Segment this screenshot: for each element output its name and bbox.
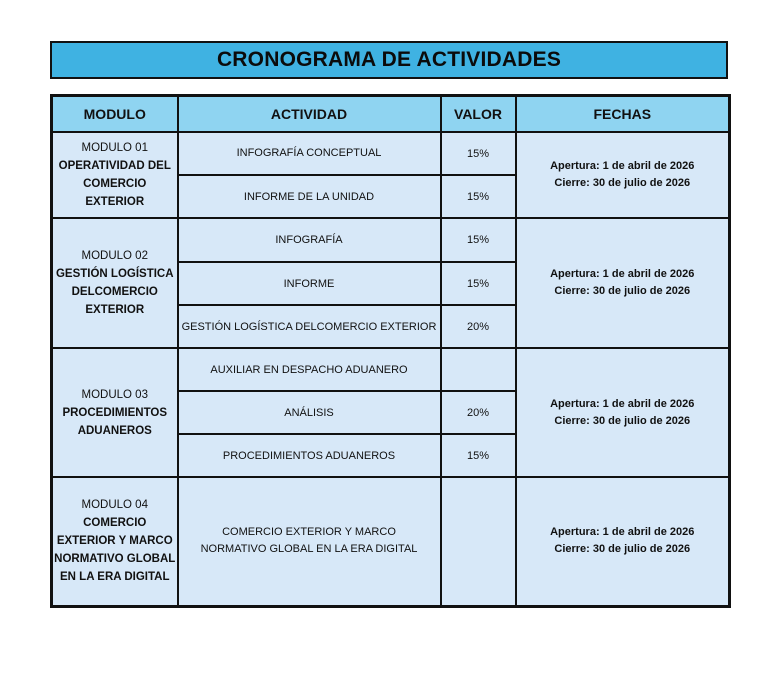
module-cell (52, 132, 178, 218)
activity-cell: INFORME DE LA UNIDAD (178, 175, 441, 218)
activity-cell: INFOGRAFÍA CONCEPTUAL (178, 132, 441, 175)
opening-date: Apertura: 1 de abril de 2026 (550, 526, 695, 539)
opening-date: Apertura: 1 de abril de 2026 (550, 268, 695, 280)
value-cell: 15% (441, 218, 516, 262)
table-row (52, 218, 730, 262)
activity-cell: ANÁLISIS (178, 391, 441, 434)
header-value: VALOR (441, 96, 516, 133)
value-cell: 15% (441, 262, 516, 305)
value-cell: 15% (441, 132, 516, 175)
module-name: PROCEDIMIENTOS ADUANEROS (62, 406, 168, 437)
value-cell: 20% (441, 391, 516, 434)
table-row (52, 477, 730, 606)
dates-cell (516, 132, 730, 218)
module-name: GESTIÓN LOGÍSTICA DELCOMERCIO EXTERIOR (55, 268, 174, 316)
header-module: MODULO (52, 96, 178, 133)
table-row (52, 132, 730, 175)
value-cell: 20% (441, 305, 516, 348)
activity-cell: PROCEDIMIENTOS ADUANEROS (178, 434, 441, 477)
module-cell (52, 477, 178, 606)
activity-cell: GESTIÓN LOGÍSTICA DELCOMERCIO EXTERIOR (178, 305, 441, 348)
dates-cell (516, 477, 730, 606)
module-code: MODULO 01 (81, 142, 148, 154)
schedule-table (50, 94, 731, 608)
activity-cell: AUXILIAR EN DESPACHO ADUANERO (178, 348, 441, 391)
page-title: CRONOGRAMA DE ACTIVIDADES (50, 41, 728, 79)
header-activity: ACTIVIDAD (178, 96, 441, 133)
module-name: OPERATIVIDAD DEL COMERCIO EXTERIOR (58, 160, 171, 208)
module-name: COMERCIO EXTERIOR Y MARCO NORMATIVO GLOBAL EN LA ERA DIGITAL (54, 517, 176, 584)
closing-date: Cierre: 30 de julio de 2026 (554, 414, 691, 427)
header-row (52, 96, 730, 133)
value-cell: 15% (441, 434, 516, 477)
closing-date: Cierre: 30 de julio de 2026 (554, 285, 691, 297)
closing-date: Cierre: 30 de julio de 2026 (554, 543, 691, 556)
opening-date: Apertura: 1 de abril de 2026 (550, 397, 695, 410)
dates-cell (516, 348, 730, 477)
header-dates: FECHAS (516, 96, 730, 133)
value-cell (441, 348, 516, 391)
value-cell: 15% (441, 175, 516, 218)
activity-cell: INFOGRAFÍA (178, 218, 441, 262)
dates-cell (516, 218, 730, 348)
module-code: MODULO 02 (81, 250, 148, 262)
activity-cell: COMERCIO EXTERIOR Y MARCO NORMATIVO GLOBAL EN LA ERA DIGITAL (178, 477, 441, 606)
module-code: MODULO 04 (81, 499, 148, 512)
module-code: MODULO 03 (81, 388, 148, 401)
value-cell (441, 477, 516, 606)
module-cell (52, 348, 178, 477)
activity-cell: INFORME (178, 262, 441, 305)
table-row (52, 348, 730, 391)
module-cell (52, 218, 178, 348)
closing-date: Cierre: 30 de julio de 2026 (554, 177, 691, 189)
opening-date: Apertura: 1 de abril de 2026 (550, 160, 695, 172)
